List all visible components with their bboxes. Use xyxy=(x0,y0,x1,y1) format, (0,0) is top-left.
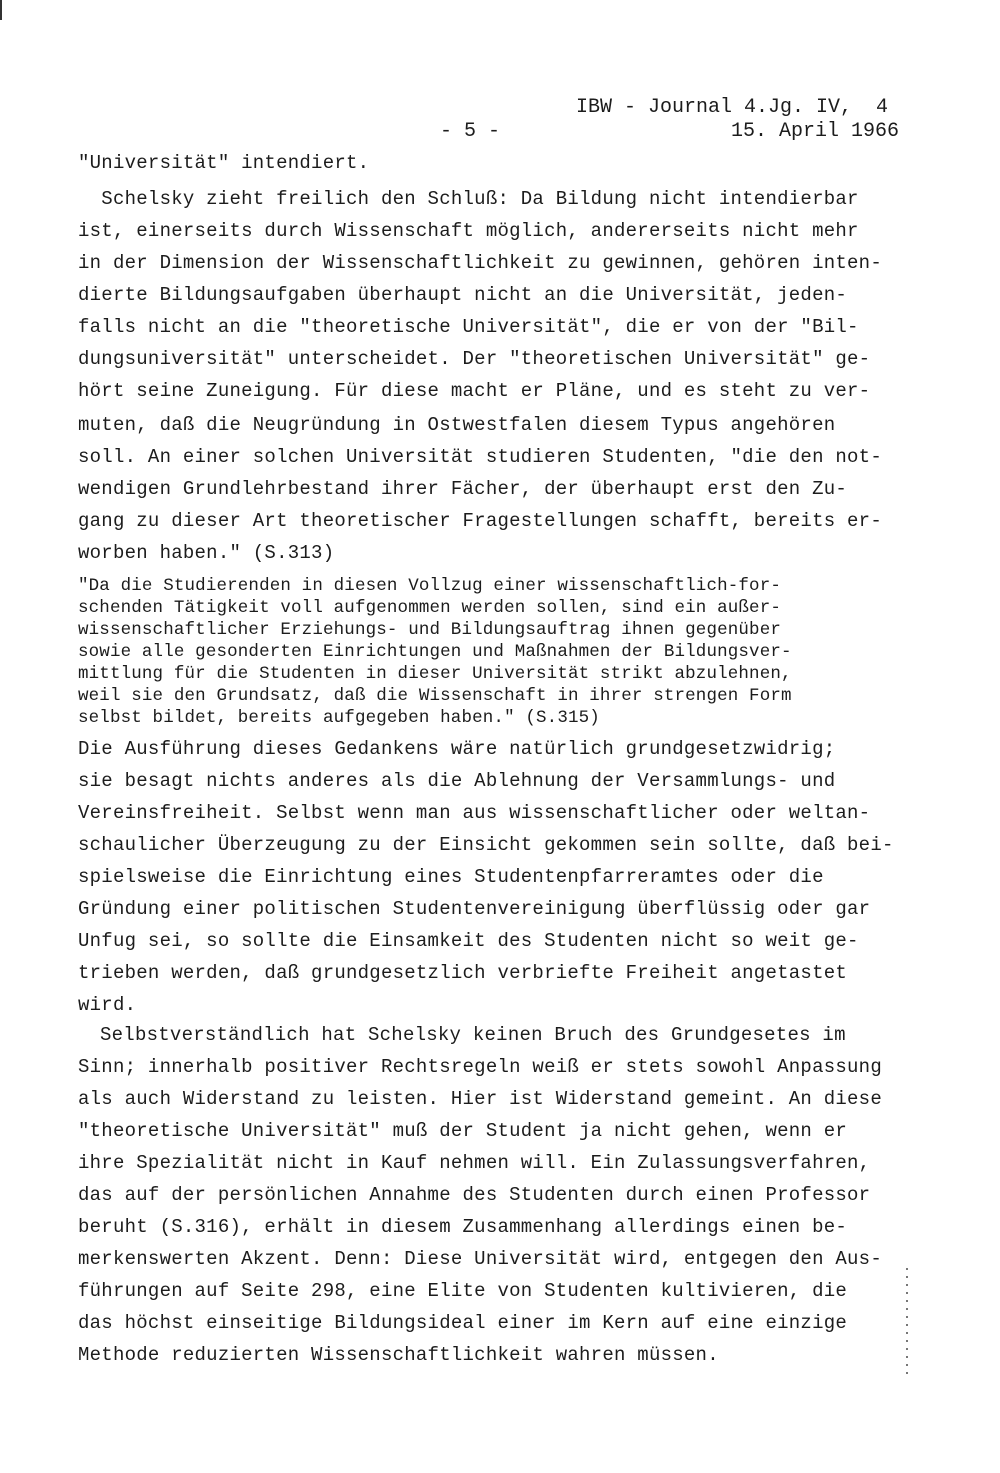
quote-line: mittlung für die Studenten in dieser Universität strikt abzulehnen, xyxy=(78,664,792,684)
text-line: Die Ausführung dieses Gedankens wäre natürlich grundgesetzwidrig; xyxy=(78,738,836,760)
text-line: ist, einerseits durch Wissenschaft möglich, andererseits nicht mehr xyxy=(78,220,859,242)
quote-line: selbst bildet, bereits aufgegeben haben." (S.315) xyxy=(78,708,600,728)
margin-dots xyxy=(906,1268,908,1378)
text-line: spielsweise die Einrichtung eines Studentenpfarreramtes oder die xyxy=(78,866,824,888)
text-line: dungsuniversität" unterscheidet. Der "theoretischen Universität" ge- xyxy=(78,348,871,370)
text-line: ihre Spezialität nicht in Kauf nehmen will. Ein Zulassungsverfahren, xyxy=(78,1152,871,1174)
text-line: in der Dimension der Wissenschaftlichkeit zu gewinnen, gehören inten- xyxy=(78,252,882,274)
quote-line: "Da die Studierenden in diesen Vollzug einer wissenschaftlich-for- xyxy=(78,576,782,596)
text-line: trieben werden, daß grundgesetzlich verbriefte Freiheit angetastet xyxy=(78,962,848,984)
text-line: Selbstverständlich hat Schelsky keinen Bruch des Grundgesetes im xyxy=(100,1024,846,1046)
quote-line: weil sie den Grundsatz, daß die Wissenschaft in ihrer strengen Form xyxy=(78,686,792,706)
text-line: dierte Bildungsaufgaben überhaupt nicht an die Universität, jeden- xyxy=(78,284,848,306)
page-number: - 5 - xyxy=(440,120,501,143)
text-line: führungen auf Seite 298, eine Elite von Studenten kultivieren, die xyxy=(78,1280,848,1302)
text-line: das auf der persönlichen Annahme des Studenten durch einen Professor xyxy=(78,1184,871,1206)
text-line: wendigen Grundlehrbestand ihrer Fächer, der überhaupt erst den Zu- xyxy=(78,478,848,500)
text-line: soll. An einer solchen Universität studieren Studenten, "die den not- xyxy=(78,446,882,468)
text-line: Gründung einer politischen Studentenvereinigung überflüssig oder gar xyxy=(78,898,871,920)
text-line: gang zu dieser Art theoretischer Fragestellungen schafft, bereits er- xyxy=(78,510,882,532)
text-line: Sinn; innerhalb positiver Rechtsregeln weiß er stets sowohl Anpassung xyxy=(78,1056,882,1078)
text-line: merkenswerten Akzent. Denn: Diese Universität wird, entgegen den Aus- xyxy=(78,1248,882,1270)
text-line: Unfug sei, so sollte die Einsamkeit des Studenten nicht so weit ge- xyxy=(78,930,859,952)
quote-line: sowie alle gesonderten Einrichtungen und Maßnahmen der Bildungsver- xyxy=(78,642,792,662)
text-line: schaulicher Überzeugung zu der Einsicht gekommen sein sollte, daß bei- xyxy=(78,834,894,856)
header-date: 15. April 1966 xyxy=(731,120,900,143)
text-line: das höchst einseitige Bildungsideal einer im Kern auf eine einzige xyxy=(78,1312,848,1334)
journal-header: IBW - Journal 4.Jg. IV, 4 xyxy=(576,96,889,119)
text-line: "Universität" intendiert. xyxy=(78,152,370,174)
text-line: hört seine Zuneigung. Für diese macht er Pläne, und es steht zu ver- xyxy=(78,380,871,402)
text-line: sie besagt nichts anderes als die Ablehnung der Versammlungs- und xyxy=(78,770,836,792)
text-line: beruht (S.316), erhält in diesem Zusammenhang allerdings einen be- xyxy=(78,1216,848,1238)
text-line: Vereinsfreiheit. Selbst wenn man aus wissenschaftlicher oder weltan- xyxy=(78,802,871,824)
text-line: worben haben." (S.313) xyxy=(78,542,335,564)
text-line: als auch Widerstand zu leisten. Hier ist Widerstand gemeint. An diese xyxy=(78,1088,882,1110)
text-line: Methode reduzierten Wissenschaftlichkeit wahren müssen. xyxy=(78,1344,719,1366)
text-line: "theoretische Universität" muß der Student ja nicht gehen, wenn er xyxy=(78,1120,848,1142)
text-line: wird. xyxy=(78,994,137,1016)
text-line: falls nicht an die "theoretische Universität", die er von der "Bil- xyxy=(78,316,859,338)
margin-mark xyxy=(0,0,2,20)
quote-line: wissenschaftlicher Erziehungs- und Bildungsauftrag ihnen gegenüber xyxy=(78,620,782,640)
text-line: Schelsky zieht freilich den Schluß: Da Bildung nicht intendierbar xyxy=(78,188,859,210)
text-line: muten, daß die Neugründung in Ostwestfalen diesem Typus angehören xyxy=(78,414,836,436)
quote-line: schenden Tätigkeit voll aufgenommen werden sollen, sind ein außer- xyxy=(78,598,782,618)
